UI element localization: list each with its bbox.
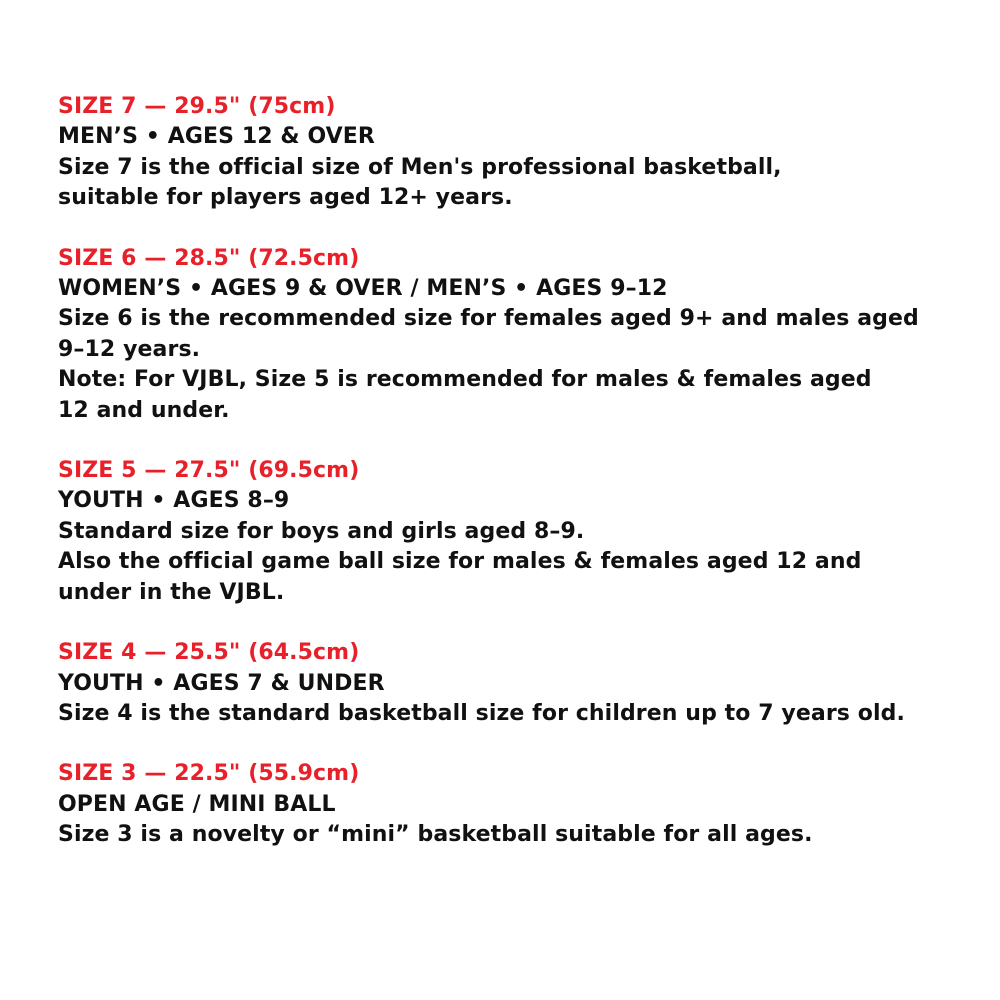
size-note-line: 12 and under. bbox=[58, 397, 230, 423]
size-heading: SIZE 5 — 27.5" (69.5cm) bbox=[58, 458, 360, 484]
size-category: YOUTH • AGES 7 & UNDER bbox=[58, 670, 385, 696]
size-category: MEN’S • AGES 12 & OVER bbox=[58, 124, 375, 150]
size-category: WOMEN’S • AGES 9 & OVER / MEN’S • AGES 9–12 bbox=[58, 276, 668, 302]
size-description-line: Size 7 is the official size of Men's professional basketball, bbox=[58, 154, 782, 180]
size-heading: SIZE 6 — 28.5" (72.5cm) bbox=[58, 245, 360, 271]
size-description-line: Size 3 is a novelty or “mini” basketball suitable for all ages. bbox=[58, 822, 813, 848]
size-5-section bbox=[58, 456, 978, 608]
size-guide bbox=[58, 92, 978, 881]
size-description-line: Also the official game ball size for males & females aged 12 and bbox=[58, 549, 862, 575]
size-description-line: Size 4 is the standard basketball size for children up to 7 years old. bbox=[58, 700, 905, 726]
size-description-line: suitable for players aged 12+ years. bbox=[58, 185, 513, 211]
size-note-line: Note: For VJBL, Size 5 is recommended for males & females aged bbox=[58, 367, 872, 393]
size-description-line: Size 6 is the recommended size for females aged 9+ and males aged bbox=[58, 306, 919, 332]
size-category: OPEN AGE / MINI BALL bbox=[58, 791, 336, 817]
size-description-line: Standard size for boys and girls aged 8–9. bbox=[58, 518, 585, 544]
size-heading: SIZE 3 — 22.5" (55.9cm) bbox=[58, 761, 360, 787]
size-description-line: under in the VJBL. bbox=[58, 579, 285, 605]
size-3-section bbox=[58, 759, 978, 850]
size-description-line: 9–12 years. bbox=[58, 336, 201, 362]
size-7-section bbox=[58, 92, 978, 214]
size-heading: SIZE 7 — 29.5" (75cm) bbox=[58, 94, 336, 119]
size-heading: SIZE 4 — 25.5" (64.5cm) bbox=[58, 640, 360, 666]
size-4-section bbox=[58, 638, 978, 729]
size-6-section bbox=[58, 244, 978, 426]
size-category: YOUTH • AGES 8–9 bbox=[58, 488, 290, 514]
